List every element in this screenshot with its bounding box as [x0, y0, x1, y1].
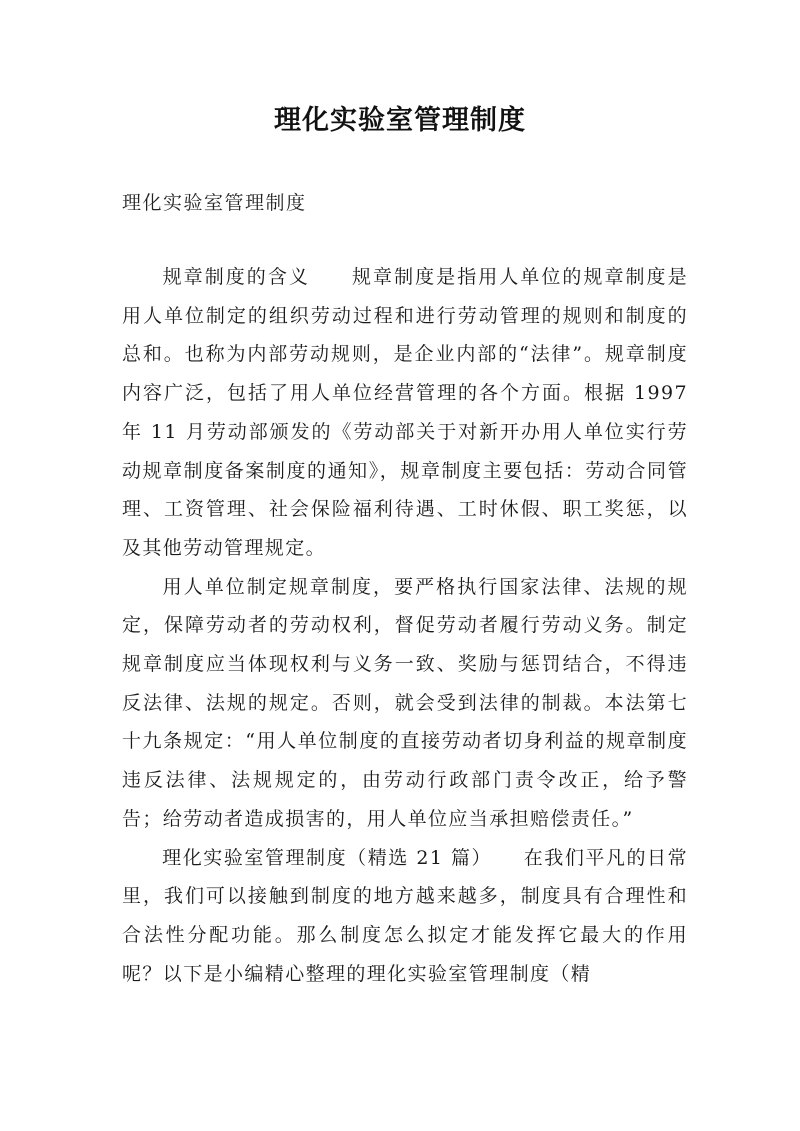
paragraph — [122, 568, 688, 839]
document-subtitle: 理化实验室管理制度 — [122, 192, 307, 214]
document-body — [122, 258, 688, 993]
document-title: 理化实验室管理制度 — [274, 105, 526, 136]
paragraph-text: 理化实验室管理制度（精选 21 篇） 在我们平凡的日常里，我们可以接触到制度的地方越来越多，制度具有合理性和合法性分配功能。那么制度怎么拟定才能发挥它最大的作用呢？以下是小编精心整理的理化实验室管理制度（精 — [122, 846, 688, 985]
paragraph-text: 用人单位制定规章制度，要严格执行国家法律、法规的规定，保障劳动者的劳动权利，督促劳动者履行劳动义务。制定规章制度应当体现权利与义务一致、奖励与惩罚结合，不得违反法律、法规的规定。否则，就会受到法律的制裁。本法第七十九条规定：“用人单位制度的直接劳动者切身利益的规章制度违反法律、法规规定的，由劳动行政部门责令改正，给予警告；给劳动者造成损害的，用人单位应当承担赔偿责任。” — [122, 575, 688, 830]
paragraph — [122, 258, 688, 568]
paragraph-text: 规章制度的含义 规章制度是指用人单位的规章制度是用人单位制定的组织劳动过程和进行劳动管理的规则和制度的总和。也称为内部劳动规则，是企业内部的“法律”。规章制度内容广泛，包括了用人单位经营管理的各个方面。根据 1997 年 11 月劳动部颁发的《劳动部关于对新开办用人单位实行劳动规章制度备案制度的通知》，规章制度主要包括：劳动合同管理、工资管理、社会保险福利待遇、工时休假、职工奖惩，以及其他劳动管理规定。 — [122, 266, 688, 559]
paragraph — [122, 839, 688, 994]
